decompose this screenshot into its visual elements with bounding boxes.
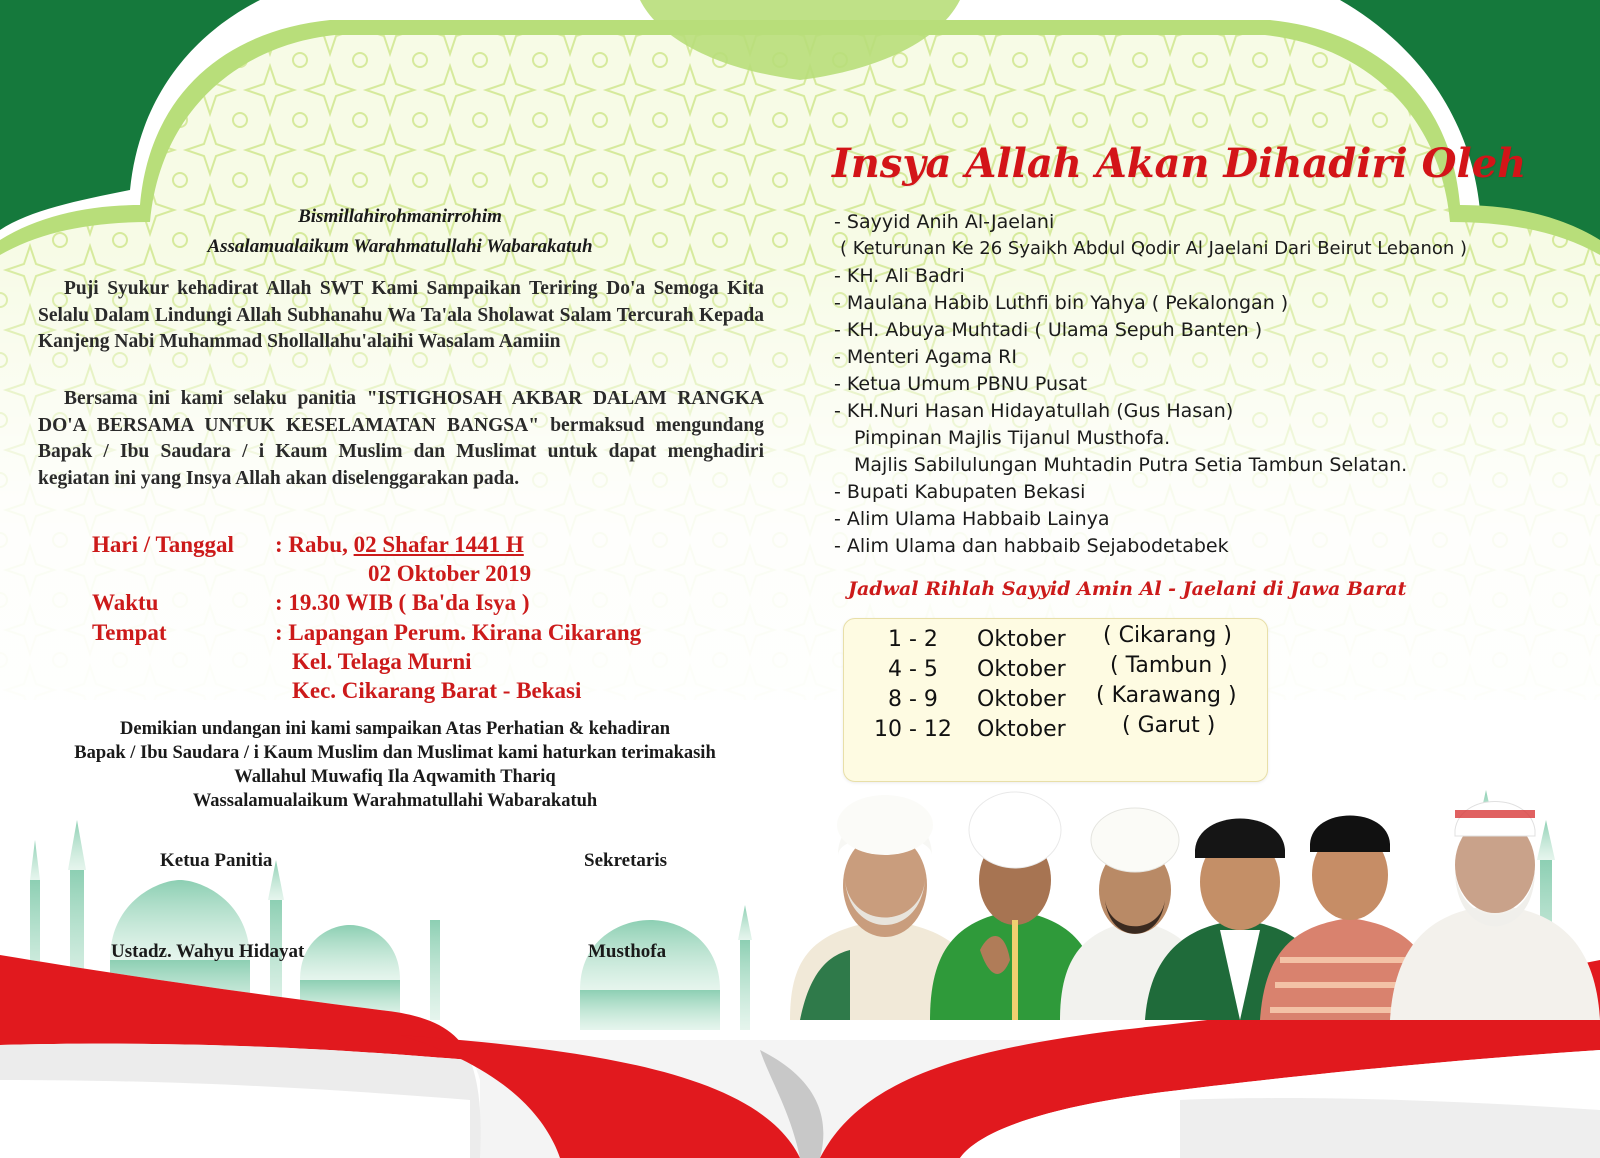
paragraph-invitation: Bersama ini kami selaku panitia "ISTIGHOSAH AKBAR DALAM RANGKA DO'A BERSAMA UNTUK KESELAMATAN BANGSA" bermaksud mengundang Bapak / Ibu Saudara / i Kaum Muslim dan Muslimat untuk dapat menghadiri kegiatan ini yang Insya Allah akan diselenggarakan pada. <box>38 388 764 489</box>
guest-item: ( Keturunan Ke 26 Syaikh Abdul Qodir Al Jaelani Dari Beirut Lebanon ) <box>840 238 1468 259</box>
time-label: Waktu <box>92 590 159 615</box>
schedule-month: Oktober <box>977 657 1066 682</box>
closing-line2: Bapak / Ibu Saudara / i Kaum Muslim dan Muslimat kami haturkan terimakasih <box>74 743 716 763</box>
guest-item: - Maulana Habib Luthfi bin Yahya ( Pekalongan ) <box>834 292 1289 314</box>
closing-line4: Wassalamualaikum Warahmatullahi Wabarakatuh <box>192 791 598 811</box>
place-line1: : Lapangan Perum. Kirana Cikarang <box>275 620 642 645</box>
schedule-place: ( Garut ) <box>1122 713 1216 738</box>
place-line2: Kel. Telaga Murni <box>292 649 472 674</box>
speakers-portraits <box>790 770 1600 1020</box>
closing-line3: Wallahul Muwafiq Ila Aqwamith Thariq <box>234 767 556 787</box>
schedule-dates: 10 - 12 <box>874 717 952 742</box>
schedule-dates: 8 - 9 <box>888 687 938 712</box>
schedule-month: Oktober <box>977 687 1066 712</box>
date-value <box>275 532 524 558</box>
guests-heading: Insya Allah Akan Dihadiri Oleh <box>832 140 1527 187</box>
secretary-title: Sekretaris <box>584 850 668 871</box>
paragraph-gratitude: Puji Syukur kehadirat Allah SWT Kami Sampaikan Teriring Do'a Semoga Kita Selalu Dalam Lindungi Allah Subhanahu Wa Ta'ala Sholawat Salam Tercurah Kepada Kanjeng Nabi Muhammad Shollallahu'alaihi Wasalam Aamiin <box>38 278 764 352</box>
chair-title: Ketua Panitia <box>160 850 273 871</box>
closing-line1: Demikian undangan ini kami sampaikan Atas Perhatian & kehadiran <box>120 719 670 739</box>
schedule-month: Oktober <box>977 717 1066 742</box>
schedule-place: ( Tambun ) <box>1110 653 1228 678</box>
guest-item: - Alim Ulama Habbaib Lainya <box>834 508 1110 530</box>
guest-item: Majlis Sabilulungan Muhtadin Putra Setia Tambun Selatan. <box>854 454 1408 476</box>
guest-item: - KH. Ali Badri <box>834 265 965 287</box>
place-label: Tempat <box>92 620 167 645</box>
place-line3: Kec. Cikarang Barat - Bekasi <box>292 678 582 703</box>
time-value: : 19.30 WIB ( Ba'da Isya ) <box>275 590 530 615</box>
guest-item: Pimpinan Majlis Tijanul Musthofa. <box>854 427 1171 449</box>
guest-item: - Sayyid Anih Al-Jaelani <box>834 211 1055 233</box>
schedule-month: Oktober <box>977 627 1066 652</box>
schedule-box <box>843 618 1268 782</box>
schedule-place: ( Cikarang ) <box>1103 623 1232 648</box>
secretary-name: Musthofa <box>588 941 667 962</box>
opening-salam: Assalamualaikum Warahmatullahi Wabarakatuh <box>207 236 593 257</box>
date-hijri: 02 Shafar 1441 H <box>353 532 524 557</box>
guest-item: - KH.Nuri Hasan Hidayatullah (Gus Hasan) <box>834 400 1234 422</box>
schedule-dates: 4 - 5 <box>888 657 938 682</box>
date-label: Hari / Tanggal <box>92 532 234 557</box>
guest-item: - Bupati Kabupaten Bekasi <box>834 481 1086 503</box>
schedule-place: ( Karawang ) <box>1096 683 1237 708</box>
portrait-6 <box>1390 802 1600 1021</box>
opening-basmalah: Bismillahirohmanirrohim <box>298 206 502 227</box>
guest-item: - Ketua Umum PBNU Pusat <box>834 373 1088 395</box>
guest-item: - KH. Abuya Muhtadi ( Ulama Sepuh Banten ) <box>834 319 1263 341</box>
chair-name: Ustadz. Wahyu Hidayat <box>111 941 305 962</box>
guest-item: - Menteri Agama RI <box>834 346 1017 368</box>
schedule-dates: 1 - 2 <box>888 627 938 652</box>
date-masehi: 02 Oktober 2019 <box>368 561 532 586</box>
guest-item: - Alim Ulama dan habbaib Sejabodetabek <box>834 535 1229 557</box>
date-prefix: : Rabu, <box>275 532 354 557</box>
schedule-title: Jadwal Rihlah Sayyid Amin Al - Jaelani di Jawa Barat <box>848 578 1407 600</box>
